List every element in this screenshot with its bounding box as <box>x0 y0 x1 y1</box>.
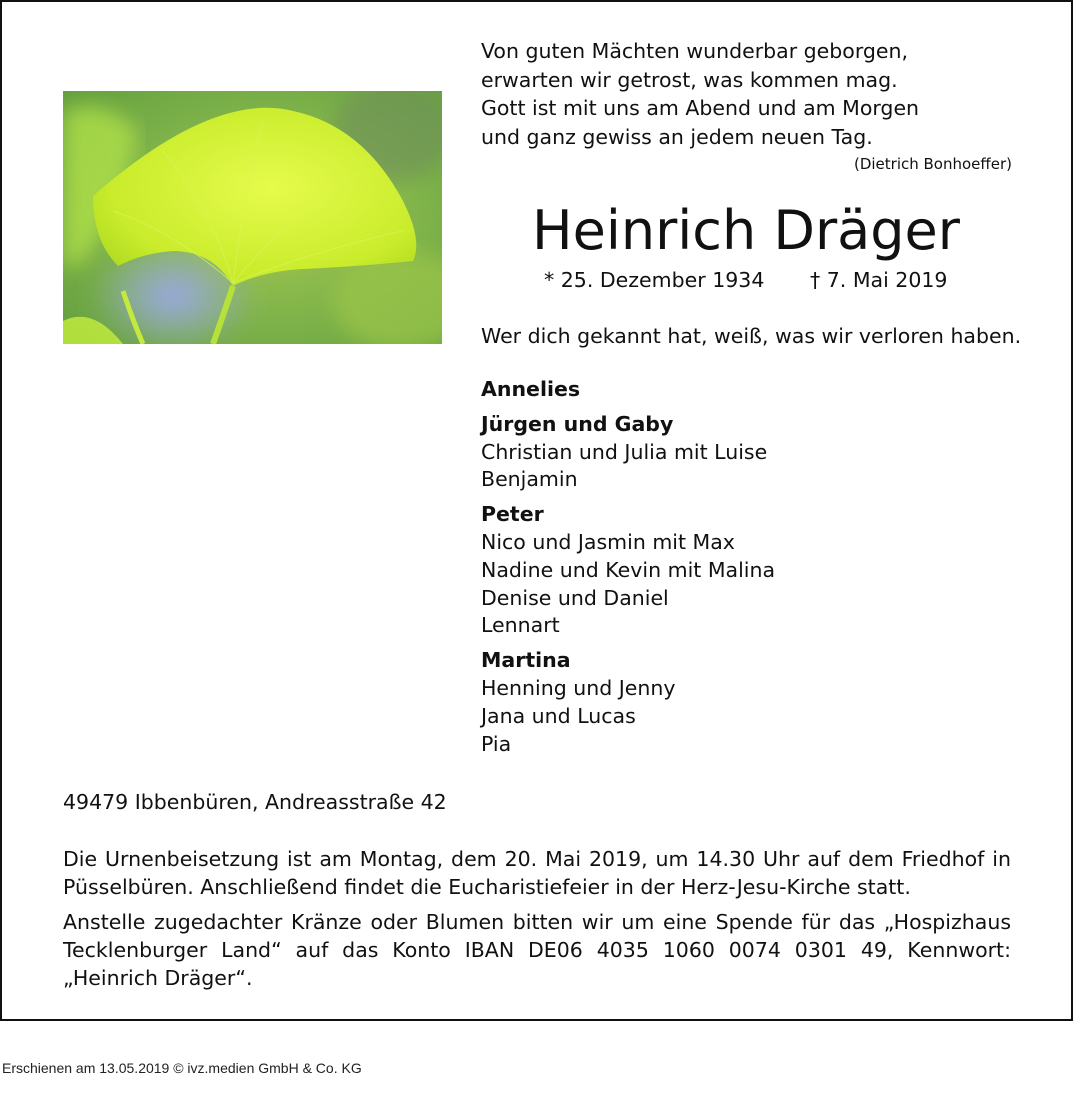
family-member: Nadine und Kevin mit Malina <box>481 557 776 582</box>
poem-attribution: (Dietrich Bonhoeffer) <box>853 155 1012 173</box>
family-head-peter: Peter <box>481 502 544 527</box>
poem-line: Von guten Mächten wunderbar geborgen, <box>481 39 909 63</box>
publication-footer: Erschienen am 13.05.2019 © ivz.medien GmbH & Co. KG <box>2 1060 362 1076</box>
family-list <box>481 376 775 758</box>
family-member: Jana und Lucas <box>481 703 636 728</box>
deceased-name: Heinrich Dräger <box>532 199 960 262</box>
memorial-quote: Wer dich gekannt hat, weiß, was wir verloren haben. <box>481 324 1022 348</box>
poem-line: Gott ist mit uns am Abend und am Morgen <box>481 96 920 120</box>
birth-date: * 25. Dezember 1934 <box>544 268 765 292</box>
family-member: Nico und Jasmin mit Max <box>481 529 735 554</box>
burial-paragraph: Die Urnenbeisetzung ist am Montag, dem 20. Mai 2019, um 14.30 Uhr auf dem Friedhof in Püsselbüren. Anschließend findet die Eucharistiefeier in der Herz-Jesu-Kirche statt. <box>63 847 1011 899</box>
family-head-juergen: Jürgen und Gaby <box>481 411 674 436</box>
death-date: † 7. Mai 2019 <box>810 268 948 292</box>
family-member: Pia <box>481 731 512 756</box>
address: 49479 Ibbenbüren, Andreasstraße 42 <box>63 790 447 814</box>
family-member: Benjamin <box>481 467 578 492</box>
family-member: Denise und Daniel <box>481 585 669 610</box>
donation-paragraph: Anstelle zugedachter Kränze oder Blumen bitten wir um eine Spende für das „Hospizhaus Tecklenburger Land“ auf das Konto IBAN DE06 4035 1060 0074 0301 49, Kennwort: „Heinrich Dräger“. <box>63 910 1011 990</box>
family-member: Christian und Julia mit Luise <box>481 439 768 464</box>
family-member: Henning und Jenny <box>481 675 676 700</box>
family-head-martina: Martina <box>481 648 571 673</box>
poem-line: und ganz gewiss an jedem neuen Tag. <box>481 124 873 149</box>
poem-line: erwarten wir getrost, was kommen mag. <box>481 67 898 92</box>
ginkgo-leaf-photo <box>63 91 442 344</box>
poem <box>481 37 919 151</box>
family-head-annelies: Annelies <box>481 377 581 401</box>
family-member: Lennart <box>481 613 560 638</box>
